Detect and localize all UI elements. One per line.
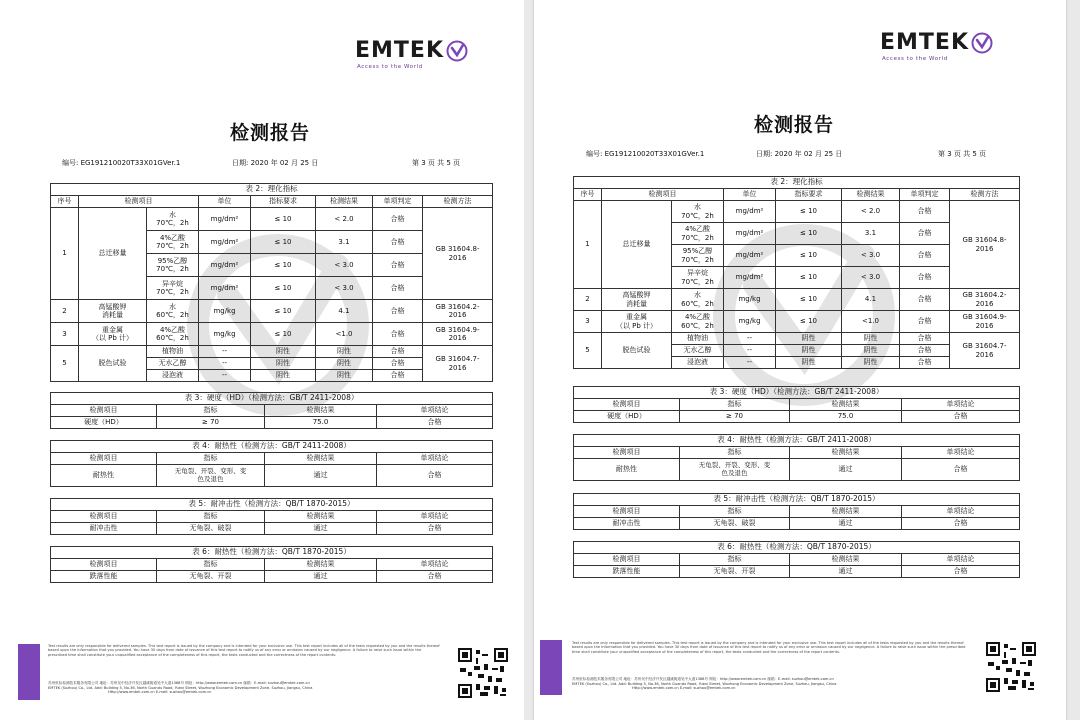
footer-disclaimer: Test results are only responsible for delivered samples. This test report is issued by the company and is intended for your exclusive use. This test report includes all of the tests requested by you and the results thereof based upon the information that you provided. You have 30 days from date of issuance of this test report to notify us of any error or omission caused by our negligence. A failure to raise such issue within the prescribed time shall constitute your unqualified acceptance of the completeness of this report, the tests conducted and the correctness of the report contents. (572, 641, 966, 654)
table-impact-resistance (50, 498, 493, 535)
unit: mg/kg (724, 311, 776, 333)
col-header: 单位 (199, 196, 251, 208)
test-condition: 植物油 (147, 346, 199, 358)
col-header: 检测项目 (574, 506, 680, 518)
requirement: ≤ 10 (251, 300, 316, 323)
unit: mg/kg (724, 289, 776, 311)
test-item: 跌落性能 (574, 566, 680, 578)
row-number: 3 (51, 323, 79, 346)
test-condition: 浸泡液 (672, 357, 724, 369)
unit: mg/kg (199, 300, 251, 323)
result: <1.0 (316, 323, 373, 346)
result: < 3.0 (842, 267, 900, 289)
col-header: 检测结果 (265, 511, 377, 523)
col-header: 指标要求 (251, 196, 316, 208)
unit: -- (724, 357, 776, 369)
test-method: GB 31604.2- 2016 (950, 289, 1020, 311)
logo-tagline: Access to the World (357, 64, 423, 70)
test-item: 硬度（HD） (51, 417, 157, 429)
col-header: 指标要求 (776, 189, 842, 201)
col-header: 单项结论 (902, 554, 1020, 566)
test-condition: 4%乙酸 70℃，2h (147, 231, 199, 254)
judgement: 合格 (373, 323, 423, 346)
unit: mg/dm² (199, 277, 251, 300)
test-item: 高锰酸钾 消耗量 (79, 300, 147, 323)
judgement: 合格 (373, 300, 423, 323)
col-header: 检测结果 (790, 554, 902, 566)
table-heat-resistance (573, 434, 1020, 481)
unit: mg/dm² (199, 254, 251, 277)
col-header: 单项结论 (377, 559, 493, 571)
test-method: GB 31604.8- 2016 (950, 201, 1020, 289)
conclusion: 合格 (902, 411, 1020, 423)
judgement: 合格 (373, 277, 423, 300)
result: < 3.0 (316, 254, 373, 277)
col-header: 指标 (680, 447, 790, 459)
col-header: 检测方法 (423, 196, 493, 208)
result: 通过 (790, 566, 902, 578)
page-indicator: 第 3 页 共 5 页 (938, 150, 987, 158)
table-5-caption: 表 5：耐冲击性（检测方法：QB/T 1870-2015） (574, 494, 1020, 506)
result: 通过 (790, 459, 902, 481)
col-header: 检测结果 (790, 506, 902, 518)
judgement: 合格 (373, 231, 423, 254)
requirement: 无龟裂、开裂、变形、变 色及退色 (680, 459, 790, 481)
page-indicator: 第 3 页 共 5 页 (412, 159, 461, 167)
result: 阴性 (316, 370, 373, 382)
unit: -- (199, 358, 251, 370)
report-page-right (534, 0, 1066, 720)
qr-code-icon (458, 648, 508, 698)
col-header: 指标 (157, 511, 265, 523)
report-title: 检测报告 (754, 114, 835, 136)
col-header: 单项结论 (377, 405, 493, 417)
report-date: 日期: 2020 年 02 月 25 日 (232, 159, 319, 167)
test-condition: 异辛烷 70℃，2h (147, 277, 199, 300)
requirement: 无龟裂、开裂、变形、变 色及退色 (157, 465, 265, 487)
test-item: 重金属 （以 Pb 计） (602, 311, 672, 333)
result: 阴性 (842, 357, 900, 369)
requirement: ≥ 70 (157, 417, 265, 429)
test-item: 耐热性 (51, 465, 157, 487)
col-header: 检测结果 (316, 196, 373, 208)
requirement: 阴性 (776, 333, 842, 345)
unit: mg/dm² (724, 267, 776, 289)
col-header: 单项判定 (373, 196, 423, 208)
judgement: 合格 (373, 358, 423, 370)
table-6-caption: 表 6：耐热性（检测方法：QB/T 1870-2015） (51, 547, 493, 559)
col-header: 单项判定 (900, 189, 950, 201)
col-header: 单项结论 (902, 399, 1020, 411)
table-2-caption: 表 2：理化指标 (51, 184, 493, 196)
test-item: 总迁移量 (602, 201, 672, 289)
col-header: 检测结果 (265, 559, 377, 571)
unit: -- (724, 333, 776, 345)
result: 通过 (265, 571, 377, 583)
report-number: 编号: EG191210020T33X01GVer.1 (62, 159, 181, 167)
requirement: 阴性 (776, 345, 842, 357)
emtek-swirl-icon (446, 40, 468, 62)
requirement: ≤ 10 (251, 277, 316, 300)
row-number: 1 (574, 201, 602, 289)
result: < 3.0 (316, 277, 373, 300)
test-item: 高锰酸钾 消耗量 (602, 289, 672, 311)
test-item: 耐热性 (574, 459, 680, 481)
result: 阴性 (316, 358, 373, 370)
col-header: 检测项目 (51, 559, 157, 571)
requirement: 无龟裂、开裂 (157, 571, 265, 583)
requirement: ≤ 10 (776, 245, 842, 267)
table-physicochemical (573, 176, 1020, 369)
test-method: GB 31604.9- 2016 (423, 323, 493, 346)
conclusion: 合格 (902, 566, 1020, 578)
test-item: 耐冲击性 (51, 523, 157, 535)
logo-text: EMTEK (355, 38, 445, 63)
test-item: 脱色试验 (602, 333, 672, 369)
col-header: 检测项目 (574, 399, 680, 411)
col-header: 序号 (574, 189, 602, 201)
conclusion: 合格 (377, 571, 493, 583)
col-header: 检测项目 (574, 447, 680, 459)
result: 4.1 (316, 300, 373, 323)
test-item: 硬度（HD） (574, 411, 680, 423)
table-physicochemical (50, 183, 493, 382)
requirement: 无龟裂、破裂 (157, 523, 265, 535)
result: 阴性 (842, 333, 900, 345)
result: 75.0 (790, 411, 902, 423)
judgement: 合格 (373, 208, 423, 231)
test-condition: 异辛烷 70℃，2h (672, 267, 724, 289)
footer-line-web: Http://www.emtek.com.cn E-mail: suzhou@emtek.com.cn (632, 686, 736, 691)
result: <1.0 (842, 311, 900, 333)
emtek-logo (355, 38, 468, 70)
col-header: 检测项目 (79, 196, 199, 208)
requirement: 阴性 (251, 358, 316, 370)
unit: mg/kg (199, 323, 251, 346)
table-hardness (50, 392, 493, 429)
unit: -- (199, 346, 251, 358)
result: 3.1 (842, 223, 900, 245)
requirement: ≤ 10 (251, 231, 316, 254)
col-header: 检测项目 (51, 511, 157, 523)
table-heat-resistance (50, 440, 493, 487)
requirement: ≤ 10 (776, 289, 842, 311)
test-item: 重金属 （以 Pb 计） (79, 323, 147, 346)
row-number: 3 (574, 311, 602, 333)
test-item: 耐冲击性 (574, 518, 680, 530)
col-header: 指标 (680, 506, 790, 518)
test-condition: 水 70℃，2h (147, 208, 199, 231)
test-condition: 4%乙酸 60℃，2h (147, 323, 199, 346)
requirement: 无龟裂、开裂 (680, 566, 790, 578)
footer-address (48, 681, 440, 695)
table-5-caption: 表 5：耐冲击性（检测方法：QB/T 1870-2015） (51, 499, 493, 511)
judgement: 合格 (900, 311, 950, 333)
row-number: 5 (574, 333, 602, 369)
judgement: 合格 (373, 346, 423, 358)
col-header: 单项结论 (902, 447, 1020, 459)
logo-text: EMTEK (880, 30, 970, 55)
test-condition: 无水乙醇 (147, 358, 199, 370)
col-header: 指标 (157, 405, 265, 417)
col-header: 检测结果 (790, 399, 902, 411)
col-header: 检测结果 (265, 405, 377, 417)
qr-code-icon (986, 642, 1036, 692)
report-date: 日期: 2020 年 02 月 25 日 (756, 150, 843, 158)
col-header: 检测结果 (265, 453, 377, 465)
result: 75.0 (265, 417, 377, 429)
emtek-swirl-icon (971, 32, 993, 54)
col-header: 指标 (157, 559, 265, 571)
table-4-caption: 表 4：耐热性（检测方法：GB/T 2411-2008） (51, 441, 493, 453)
result: < 2.0 (316, 208, 373, 231)
table-drop-test (50, 546, 493, 583)
table-6-caption: 表 6：耐热性（检测方法：QB/T 1870-2015） (574, 542, 1020, 554)
result: < 3.0 (842, 245, 900, 267)
judgement: 合格 (900, 245, 950, 267)
table-2-caption: 表 2：理化指标 (574, 177, 1020, 189)
test-condition: 无水乙醇 (672, 345, 724, 357)
judgement: 合格 (373, 254, 423, 277)
footer-line-cn: 苏州世标检测技术服务有限公司 地址：苏州吴中经济开发区越溪街道吴中大道1368号 网址：http://www.emtek.com.cn 邮箱：E-mail: suzhou@emtek.com.cn (48, 681, 310, 685)
col-header: 检测结果 (842, 189, 900, 201)
conclusion: 合格 (902, 518, 1020, 530)
judgement: 合格 (900, 201, 950, 223)
result: 3.1 (316, 231, 373, 254)
judgement: 合格 (900, 223, 950, 245)
col-header: 单位 (724, 189, 776, 201)
unit: mg/dm² (724, 201, 776, 223)
judgement: 合格 (900, 333, 950, 345)
judgement: 合格 (900, 357, 950, 369)
unit: mg/dm² (199, 208, 251, 231)
report-title: 检测报告 (230, 122, 311, 144)
col-header: 单项结论 (902, 506, 1020, 518)
unit: mg/dm² (724, 245, 776, 267)
col-header: 指标 (157, 453, 265, 465)
table-4-caption: 表 4：耐热性（检测方法：GB/T 2411-2008） (574, 435, 1020, 447)
table-3-caption: 表 3：硬度（HD）（检测方法：GB/T 2411-2008） (51, 393, 493, 405)
footer-disclaimer: Test results are only responsible for delivered samples. This test report is issued by the company and is intended for your exclusive use. This test report includes all of the tests requested by you and the results thereof based upon the information that you provided. You have 30 days from date of issuance of this test report to notify us of any error or omission caused by our negligence. A failure to raise such issue within the prescribed time shall constitute your unqualified acceptance of the completeness of this report, the tests conducted and the correctness of the report contents. (48, 644, 440, 657)
unit: mg/dm² (199, 231, 251, 254)
footer-line-en: EMTEK (Suzhou) Co., Ltd. Add: Building 5, No.36, North Guandu Road, Yuexi Street, Wuzhong Economic Development Zone, Suzhou, Jiangsu, China (572, 681, 837, 686)
row-number: 5 (51, 346, 79, 382)
judgement: 合格 (900, 345, 950, 357)
test-condition: 水 70℃，2h (672, 201, 724, 223)
footer-address (572, 677, 968, 691)
row-number: 2 (574, 289, 602, 311)
test-method: GB 31604.7- 2016 (950, 333, 1020, 369)
col-header: 检测项目 (51, 453, 157, 465)
col-header: 单项结论 (377, 511, 493, 523)
judgement: 合格 (373, 370, 423, 382)
table-hardness (573, 386, 1020, 423)
col-header: 指标 (680, 399, 790, 411)
result: 通过 (265, 523, 377, 535)
requirement: ≥ 70 (680, 411, 790, 423)
requirement: ≤ 10 (251, 208, 316, 231)
col-header: 检测项目 (574, 554, 680, 566)
requirement: ≤ 10 (251, 323, 316, 346)
test-item: 总迁移量 (79, 208, 147, 300)
col-header: 检测结果 (790, 447, 902, 459)
requirement: ≤ 10 (776, 201, 842, 223)
report-number: 编号: EG191210020T33X01GVer.1 (586, 150, 705, 158)
result: < 2.0 (842, 201, 900, 223)
unit: -- (199, 370, 251, 382)
test-condition: 4%乙酸 60℃，2h (672, 311, 724, 333)
test-method: GB 31604.9- 2016 (950, 311, 1020, 333)
requirement: ≤ 10 (776, 267, 842, 289)
logo-tagline: Access to the World (882, 56, 948, 62)
test-condition: 95%乙醇 70℃，2h (672, 245, 724, 267)
test-method: GB 31604.8- 2016 (423, 208, 493, 300)
col-header: 指标 (680, 554, 790, 566)
footer-line-web: Http://www.emtek.com.cn E-mail: suzhou@emtek.com.cn (108, 690, 212, 695)
result: 4.1 (842, 289, 900, 311)
emtek-logo (880, 30, 993, 62)
footer-accent-bar (18, 644, 40, 700)
conclusion: 合格 (377, 417, 493, 429)
test-condition: 浸泡液 (147, 370, 199, 382)
test-item: 脱色试验 (79, 346, 147, 382)
conclusion: 合格 (377, 523, 493, 535)
test-item: 跌落性能 (51, 571, 157, 583)
result: 通过 (790, 518, 902, 530)
col-header: 检测项目 (602, 189, 724, 201)
requirement: 无龟裂、破裂 (680, 518, 790, 530)
conclusion: 合格 (377, 465, 493, 487)
row-number: 2 (51, 300, 79, 323)
table-3-caption: 表 3：硬度（HD）（检测方法：GB/T 2411-2008） (574, 387, 1020, 399)
unit: -- (724, 345, 776, 357)
result: 通过 (265, 465, 377, 487)
test-condition: 4%乙酸 70℃，2h (672, 223, 724, 245)
footer-line-en: EMTEK (Suzhou) Co., Ltd. Add: Building 5, No.36, North Guandu Road, Yuexi Street, Wuzhong Economic Development Zone, Suzhou, Jiangsu, China (48, 685, 313, 690)
requirement: 阴性 (776, 357, 842, 369)
test-condition: 水 60℃，2h (672, 289, 724, 311)
requirement: ≤ 10 (776, 311, 842, 333)
col-header: 检测项目 (51, 405, 157, 417)
unit: mg/dm² (724, 223, 776, 245)
requirement: 阴性 (251, 370, 316, 382)
col-header: 检测方法 (950, 189, 1020, 201)
table-impact-resistance (573, 493, 1020, 530)
footer-accent-bar (540, 640, 562, 695)
col-header: 单项结论 (377, 453, 493, 465)
judgement: 合格 (900, 267, 950, 289)
table-drop-test (573, 541, 1020, 578)
requirement: ≤ 10 (776, 223, 842, 245)
requirement: 阴性 (251, 346, 316, 358)
conclusion: 合格 (902, 459, 1020, 481)
requirement: ≤ 10 (251, 254, 316, 277)
row-number: 1 (51, 208, 79, 300)
test-method: GB 31604.2- 2016 (423, 300, 493, 323)
footer-line-cn: 苏州世标检测技术服务有限公司 地址：苏州吴中经济开发区越溪街道吴中大道1368号 网址：http://www.emtek.com.cn 邮箱：E-mail: suzhou@emtek.com.cn (572, 677, 834, 681)
test-condition: 水 60℃，2h (147, 300, 199, 323)
result: 阴性 (316, 346, 373, 358)
test-condition: 95%乙醇 70℃，2h (147, 254, 199, 277)
col-header: 序号 (51, 196, 79, 208)
report-page-left (0, 0, 524, 720)
judgement: 合格 (900, 289, 950, 311)
test-condition: 植物油 (672, 333, 724, 345)
result: 阴性 (842, 345, 900, 357)
test-method: GB 31604.7- 2016 (423, 346, 493, 382)
